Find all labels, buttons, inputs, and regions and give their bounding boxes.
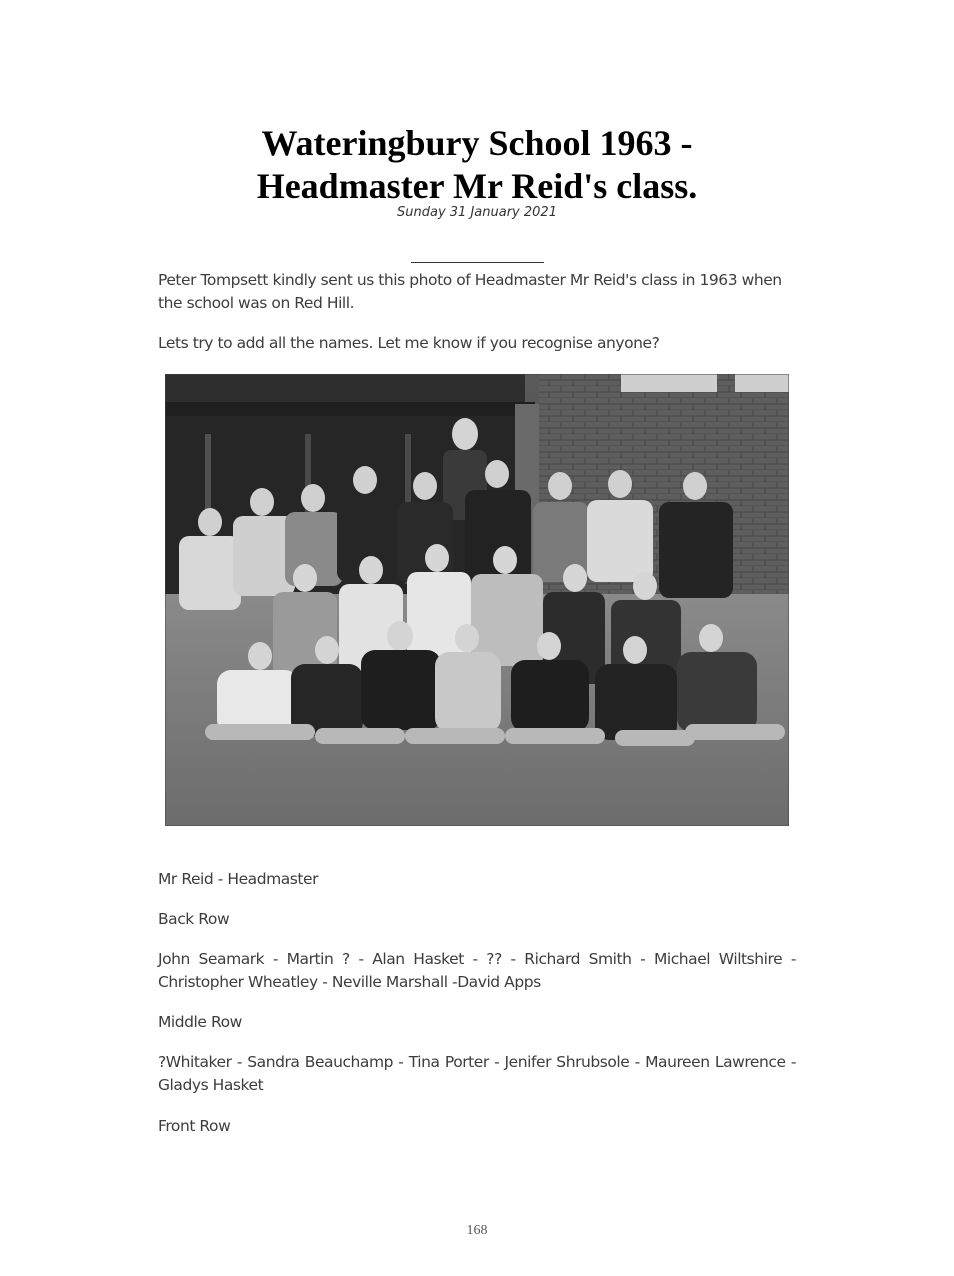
middle-row-names: ?Whitaker - Sandra Beauchamp - Tina Porter - Jenifer Shrubsole - Maureen Lawrence - Gladys Hasket bbox=[158, 1053, 796, 1094]
post-title-line-2: Headmaster Mr Reid's class. bbox=[256, 166, 698, 206]
title-divider bbox=[411, 262, 544, 263]
request-paragraph: Lets try to add all the names. Let me know if you recognise anyone? bbox=[158, 334, 660, 352]
post-title bbox=[0, 122, 954, 208]
post-title-line-1: Wateringbury School 1963 - bbox=[261, 123, 693, 163]
page-number: 168 bbox=[466, 1223, 488, 1238]
headmaster-caption: Mr Reid - Headmaster bbox=[158, 870, 319, 888]
class-photo bbox=[165, 374, 789, 826]
post-date: Sunday 31 January 2021 bbox=[397, 205, 557, 220]
front-row-heading: Front Row bbox=[158, 1117, 231, 1135]
back-row-names: John Seamark - Martin ? - Alan Hasket - ?? - Richard Smith - Michael Wiltshire - Christopher Wheatley - Neville Marshall -David Apps bbox=[158, 950, 796, 991]
middle-row-heading: Middle Row bbox=[158, 1013, 242, 1031]
intro-paragraph: Peter Tompsett kindly sent us this photo of Headmaster Mr Reid's class in 1963 when the school was on Red Hill. bbox=[158, 271, 782, 312]
back-row-heading: Back Row bbox=[158, 910, 230, 928]
